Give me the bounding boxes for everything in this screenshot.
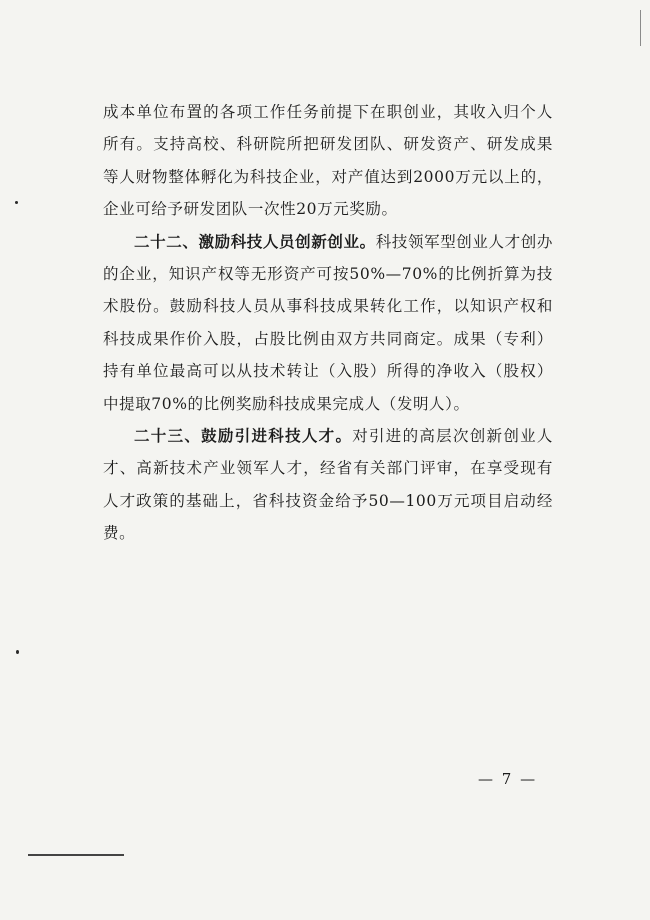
article-22-text: 科技领军型创业人才创办的企业，知识产权等无形资产可按50%—70%的比例折算为技术股份。鼓励科技人员从事科技成果转化工作，以知识产权和科技成果作价入股，占股比例由双方共同商定。成果（专利）持有单位最高可以从技术转让（入股）所得的净收入（股权）中提取70%的比例奖励科技成果完成人（发明人）。 xyxy=(103,232,553,413)
body-text xyxy=(103,96,553,550)
article-23-text: 对引进的高层次创新创业人才、高新技术产业领军人才，经省有关部门评审，在享受现有人才政策的基础上，省科技资金给予50—100万元项目启动经费。 xyxy=(103,427,553,543)
page-number: — 7 — xyxy=(478,770,538,788)
article-23 xyxy=(103,420,553,550)
article-23-heading: 二十三、鼓励引进科技人才。 xyxy=(134,426,353,446)
article-22 xyxy=(103,226,553,420)
footer-rule xyxy=(28,854,124,856)
scan-edge-line xyxy=(640,10,641,46)
paragraph-continued xyxy=(103,96,553,226)
paragraph-text: 成本单位布置的各项工作任务前提下在职创业，其收入归个人所有。支持高校、科研院所把研发团队、研发资产、研发成果等人财物整体孵化为科技企业，对产值达到2000万元以上的，企业可给予研发团队一次性20万元奖励。 xyxy=(103,103,553,219)
article-22-heading: 二十二、激励科技人员创新创业。 xyxy=(134,231,376,251)
scan-speck xyxy=(16,650,19,654)
scan-speck xyxy=(15,201,18,204)
